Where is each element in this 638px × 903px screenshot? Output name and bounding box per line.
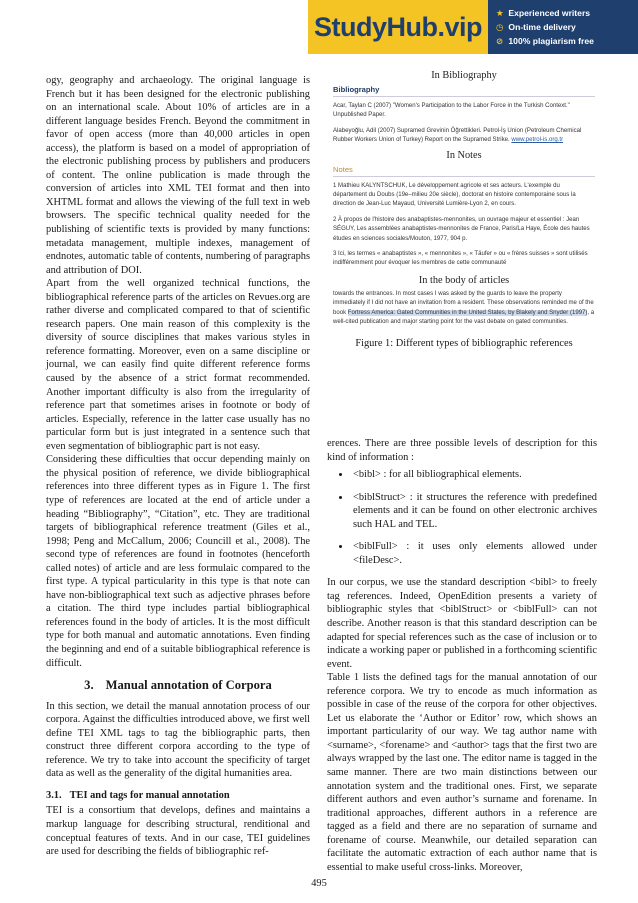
ad-logo[interactable]: StudyHub.vip xyxy=(308,0,488,54)
tag-list xyxy=(327,468,597,567)
note-entry: 1 Mathieu KALYNTSCHUK, Le développement agricole et ses acteurs. L'exemple du département du Doubs (19e–milieu 20e siècle), doctorat en histoire contemporaine sous la direction de Jean-Luc Mayaud, Université Lumière-Lyon 2, en cours. xyxy=(333,182,576,208)
ad-banner[interactable] xyxy=(308,0,638,54)
body-text-post: , a well-cited publication and major starting point for the vast debate on gated communities. xyxy=(333,309,595,326)
bib-entry xyxy=(333,127,595,146)
paragraph: Apart from the well organized technical functions, the bibliographical reference parts of the articles on Revues.org are rather diverse and complicated compared to that of scientific research papers. One main reason of this complexity is the diversity of source disciplines that makes various styles in reference formatting. Moreover, even on a same discipline or journal, we can easily find quite different reference forms caused by the absence of a strict format recommended. Another important difficulty is also from the irregularity of reference part that sometimes arises in footnote or body of articles. Especially, reference in the latter case usually has no particular form but is just integrated in a sentence such that even segmentation of bibliographic part is not easy. xyxy=(46,278,310,452)
paragraph: Considering these difficulties that occur depending mainly on the physical position of reference, we divide bibliographical references into three different types as in Figure 1. The first type of references are located at the end of article under a heading “Bibliography”, “Citation”, etc. They are traditional targets of bibliographical reference treatment (Giles et al., 1998; Peng and McCallum, 2006; Councill et al., 2008). The second type of references are found in footnotes (henceforth called notes) of article and are less formulaic compared to the first type. A typical particularity in this type is that note can have non-bibliographical text such as adjective phrases before a citation. The third type includes partial bibliographical references found in the body of articles. It is the most difficult type for both manual and automatic annotations. Even finding the beginning and end of a suitable bibliographical reference is difficult. xyxy=(46,454,310,669)
bibliography-heading: Bibliography xyxy=(333,85,595,97)
right-column xyxy=(327,437,597,874)
ad-feature-label: 100% plagiarism free xyxy=(508,36,594,46)
subsection-title: TEI and tags for manual annotation xyxy=(69,789,230,801)
subsection-heading xyxy=(46,789,310,803)
figure-label-notes: In Notes xyxy=(446,149,482,161)
notes-heading: Notes xyxy=(333,165,595,177)
no-plagiarism-icon: ⊘ xyxy=(496,36,504,46)
list-item: • <biblStruct> : it structures the reference with predefined elements and it can be found on other electronic archives such HAL and TEL. xyxy=(351,491,597,532)
note-entry: 3 Ici, les termes « anabaptistes », « mennonites », « Täufer » ou « frères suisses » sont utilisés indifféremment pour évoquer les membres de cette communauté xyxy=(333,251,588,267)
body-text xyxy=(333,290,595,328)
paragraph: In this section, we detail the manual annotation process of our corpora. Against the difficulties introduced above, we first well define TEI XML tags to tag the bibliographic parts, then construct three different corpora according to the type of reference. We try to take into account the specificity of target data as well as the generality of the digital humanities area. xyxy=(46,700,310,780)
figure-label-bibliography: In Bibliography xyxy=(431,70,497,81)
bib-entry-text: Alabeyoğlu, Adil (2007) Supramed Grevinin Öğrettikleri. Petrol-İş Union (Petroleum Chemical Rubber Workers Union of Turkey) Report on the Supramed Strike. xyxy=(333,127,582,144)
list-item: • <biblFull> : it uses only elements allowed under <fileDesc>. xyxy=(351,540,597,567)
paragraph: In our corpus, we use the standard description <bibl> to freely tag references. Indeed, OpenEdition presents a variety of bibliographic styles that <biblStruct> or <biblFull> can not describe. Another reason is that this standard description can be adapted for special references such as the case of inclusion or to indicate a working paper or published in a forthcoming scientific event. xyxy=(327,577,597,670)
screenshot-bibliography xyxy=(333,85,595,146)
body-text-pre: towards the entrances. In most cases I was asked by the guards to leave the property immediately if I did not have an invitation from a resident. These observations reminded me of the book xyxy=(333,290,594,316)
left-column xyxy=(46,74,310,859)
paragraph: Table 1 lists the defined tags for the manual annotation of our reference corpora. We try to encode as much information as possible in case of the reuse of the corpora for other objectives. Let us elaborate the ‘Author or Editor’ row, which shows an important particularity of our way. We tag author name with <surname>, <forename> and <author> tags that the first two are always wrapped by the last one. The editor name is tagged in the same manner. There are two main distinctions between our annotation system and the traditional ones. First, we separate different authors and even author’s surname and forename. In traditional approaches, different authors in a reference are tagged as a field and there are no separation of surname and forename of course. Meanwhile, our detailed separation can facilitate the automatic extraction of each author name that is essential to make useful cross-links. Moreover, xyxy=(327,672,597,873)
screenshot-body xyxy=(333,290,595,328)
list-item: • <bibl> : for all bibliographical elements. xyxy=(351,468,597,482)
paragraph: erences. There are three possible levels of description for this kind of information : xyxy=(327,438,597,463)
bib-link[interactable]: www.petrol-is.org.tr xyxy=(511,137,564,144)
note-entry: 2 À propos de l'histoire des anabaptistes-mennonites, un ouvrage majeur et essentiel : Jean SÉGUY, Les assemblées anabaptistes-mennonites de France, Paris/La Haye, École des hautes études en sciences sociales/Mouton, 1977, 904 p. xyxy=(333,216,590,242)
highlighted-reference: Fortress America: Gated Communities in the United States, by Blakely and Snyder (1997) xyxy=(347,309,588,316)
section-heading xyxy=(46,679,310,693)
page-number: 495 xyxy=(311,878,327,889)
screenshot-notes xyxy=(333,165,595,269)
section-title: Manual annotation of Corpora xyxy=(105,678,272,693)
ad-feature-label: On-time delivery xyxy=(508,22,576,32)
ad-feature xyxy=(496,20,638,34)
star-icon: ★ xyxy=(496,8,504,18)
subsection-number: 3.1. xyxy=(46,789,62,801)
ad-features xyxy=(488,6,638,48)
bib-entry: Acar, Taylan C (2007) "Women's Participation to the Labor Force in the Turkish Context." Unpublished Paper. xyxy=(333,103,570,119)
ad-feature xyxy=(496,6,638,20)
figure-label-body: In the body of articles xyxy=(418,274,510,286)
figure-1 xyxy=(333,70,595,349)
clock-icon: ◷ xyxy=(496,22,504,32)
paragraph: TEI is a consortium that develops, defines and maintains a markup language for describing structural, renditional and conceptual features of texts. And in our case, TEI guidelines are used for describing the fields of bibliographic ref- xyxy=(46,805,310,858)
section-number: 3. xyxy=(84,678,94,693)
paragraph: ogy, geography and archaeology. The original language is French but it has been designed for the electronic publishing on an international scale. About 10% of articles are in a different language besides French. Beyond the commitment in favor of open access (more than 40,000 articles in open access), the platform is based on a model of appropriation of the electronic publishing process by publishers and producers of content. The online publication is made through the conversion of articles into XML TEI format and then into XHTML format and allows the viewing of the full text in web browsers. The specific technical quality needed for the publishing of scientific texts is provided by many functions: metadata management, multiple indexes, management of endnotes, automatic table of contents, numbering of paragraphs and attribution of DOI. xyxy=(46,75,311,276)
ad-feature-label: Experienced writers xyxy=(508,8,591,18)
ad-feature xyxy=(496,34,638,48)
figure-caption: Figure 1: Different types of bibliographic references xyxy=(355,337,573,349)
